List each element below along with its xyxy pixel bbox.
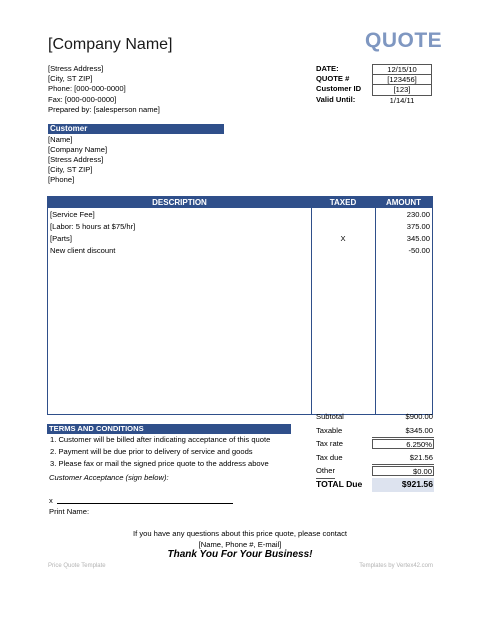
table-row[interactable] xyxy=(48,209,432,221)
address-line: [Stress Address] xyxy=(48,64,104,73)
company-address-block xyxy=(48,64,160,115)
item-description: [Labor: 5 hours at $75/hr] xyxy=(50,222,136,231)
total-due-row xyxy=(316,478,434,492)
customer-acceptance-label: Customer Acceptance (sign below): xyxy=(49,473,169,482)
contact-note xyxy=(0,528,480,550)
date-label: DATE: xyxy=(316,64,339,73)
item-description: New client discount xyxy=(50,246,116,255)
terms-heading: TERMS AND CONDITIONS xyxy=(47,424,291,434)
table-row[interactable] xyxy=(48,233,432,245)
terms-item: 2. Payment will be due prior to delivery of service and goods xyxy=(50,446,253,456)
item-description: [Service Fee] xyxy=(50,210,95,219)
company-name: [Company Name] xyxy=(48,36,173,53)
totals-block xyxy=(316,410,434,492)
customer-id-label: Customer ID xyxy=(316,84,362,94)
taxable-value: $345.00 xyxy=(372,424,434,439)
amount-header: AMOUNT xyxy=(385,198,422,207)
subtotal-value: $900.00 xyxy=(405,412,433,421)
quote-meta-labels xyxy=(316,64,361,105)
template-credit-note: Templates by Vertex42.com xyxy=(359,563,433,569)
quote-number-label: QUOTE # xyxy=(316,74,350,84)
customer-heading: Customer xyxy=(48,124,224,134)
total-due-value: $921.56 xyxy=(372,478,434,492)
address-line: Prepared by: [salesperson name] xyxy=(48,104,160,114)
terms-item: 1. Customer will be billed after indicating acceptance of this quote xyxy=(50,435,271,444)
signature-mark: x xyxy=(49,496,53,505)
contact-details: [Name, Phone #, E-mail] xyxy=(198,540,282,549)
contact-question: If you have any questions about this price quote, please contact xyxy=(132,529,348,538)
taxable-row xyxy=(316,424,434,438)
other-row xyxy=(316,464,434,478)
quote-meta-values xyxy=(372,64,432,105)
line-items-table xyxy=(47,196,433,415)
customer-line[interactable]: [City, ST ZIP] xyxy=(48,165,93,174)
tax-due-label: Tax due xyxy=(316,452,343,462)
subtotal-label: Subtotal xyxy=(316,412,344,421)
customer-line[interactable]: [Stress Address] xyxy=(48,155,104,164)
template-name-note: Price Quote Template xyxy=(48,563,106,569)
total-due-label: TOTAL Due xyxy=(316,478,363,489)
customer-line[interactable]: [Phone] xyxy=(48,175,75,184)
signature-line[interactable] xyxy=(57,503,233,504)
item-taxed: X xyxy=(340,234,346,243)
other-label: Other xyxy=(316,464,335,479)
print-name-label: Print Name: xyxy=(49,507,90,516)
tax-rate-label: Tax rate xyxy=(316,439,344,449)
item-amount: 345.00 xyxy=(406,234,430,243)
quote-number-value[interactable]: [123456] xyxy=(372,75,432,85)
item-amount: -50.00 xyxy=(408,246,430,255)
taxable-label: Taxable xyxy=(316,425,343,435)
address-line: [City, ST ZIP] xyxy=(48,74,93,84)
date-value[interactable]: 12/15/10 xyxy=(372,64,432,75)
customer-id-value[interactable]: [123] xyxy=(372,85,432,95)
subtotal-row xyxy=(316,410,434,424)
customer-line[interactable]: [Company Name] xyxy=(48,145,108,154)
item-description: [Parts] xyxy=(50,234,72,243)
item-amount: 375.00 xyxy=(406,222,430,231)
document-title: QUOTE xyxy=(365,29,443,52)
taxed-header: TAXED xyxy=(329,198,357,207)
customer-block xyxy=(48,135,107,185)
table-row[interactable] xyxy=(48,245,432,257)
description-header: DESCRIPTION xyxy=(152,198,207,207)
thank-you-message: Thank You For Your Business! xyxy=(167,549,313,560)
address-line: Fax: [000-000-0000] xyxy=(48,94,117,104)
table-row[interactable] xyxy=(48,221,432,233)
terms-list xyxy=(50,434,270,469)
customer-line[interactable]: [Name] xyxy=(48,135,73,144)
valid-until-value[interactable]: 1/14/11 xyxy=(389,95,415,105)
tax-rate-value[interactable]: 6.250% xyxy=(372,439,434,449)
terms-item: 3. Please fax or mail the signed price quote to the address above xyxy=(50,458,269,468)
tax-rate-row xyxy=(316,437,434,451)
tax-due-row xyxy=(316,451,434,465)
item-amount: 230.00 xyxy=(406,210,430,219)
other-value[interactable]: $0.00 xyxy=(372,466,434,476)
tax-due-value: $21.56 xyxy=(372,451,434,466)
valid-until-label: Valid Until: xyxy=(316,94,356,104)
address-line: Phone: [000-000-0000] xyxy=(48,84,126,94)
